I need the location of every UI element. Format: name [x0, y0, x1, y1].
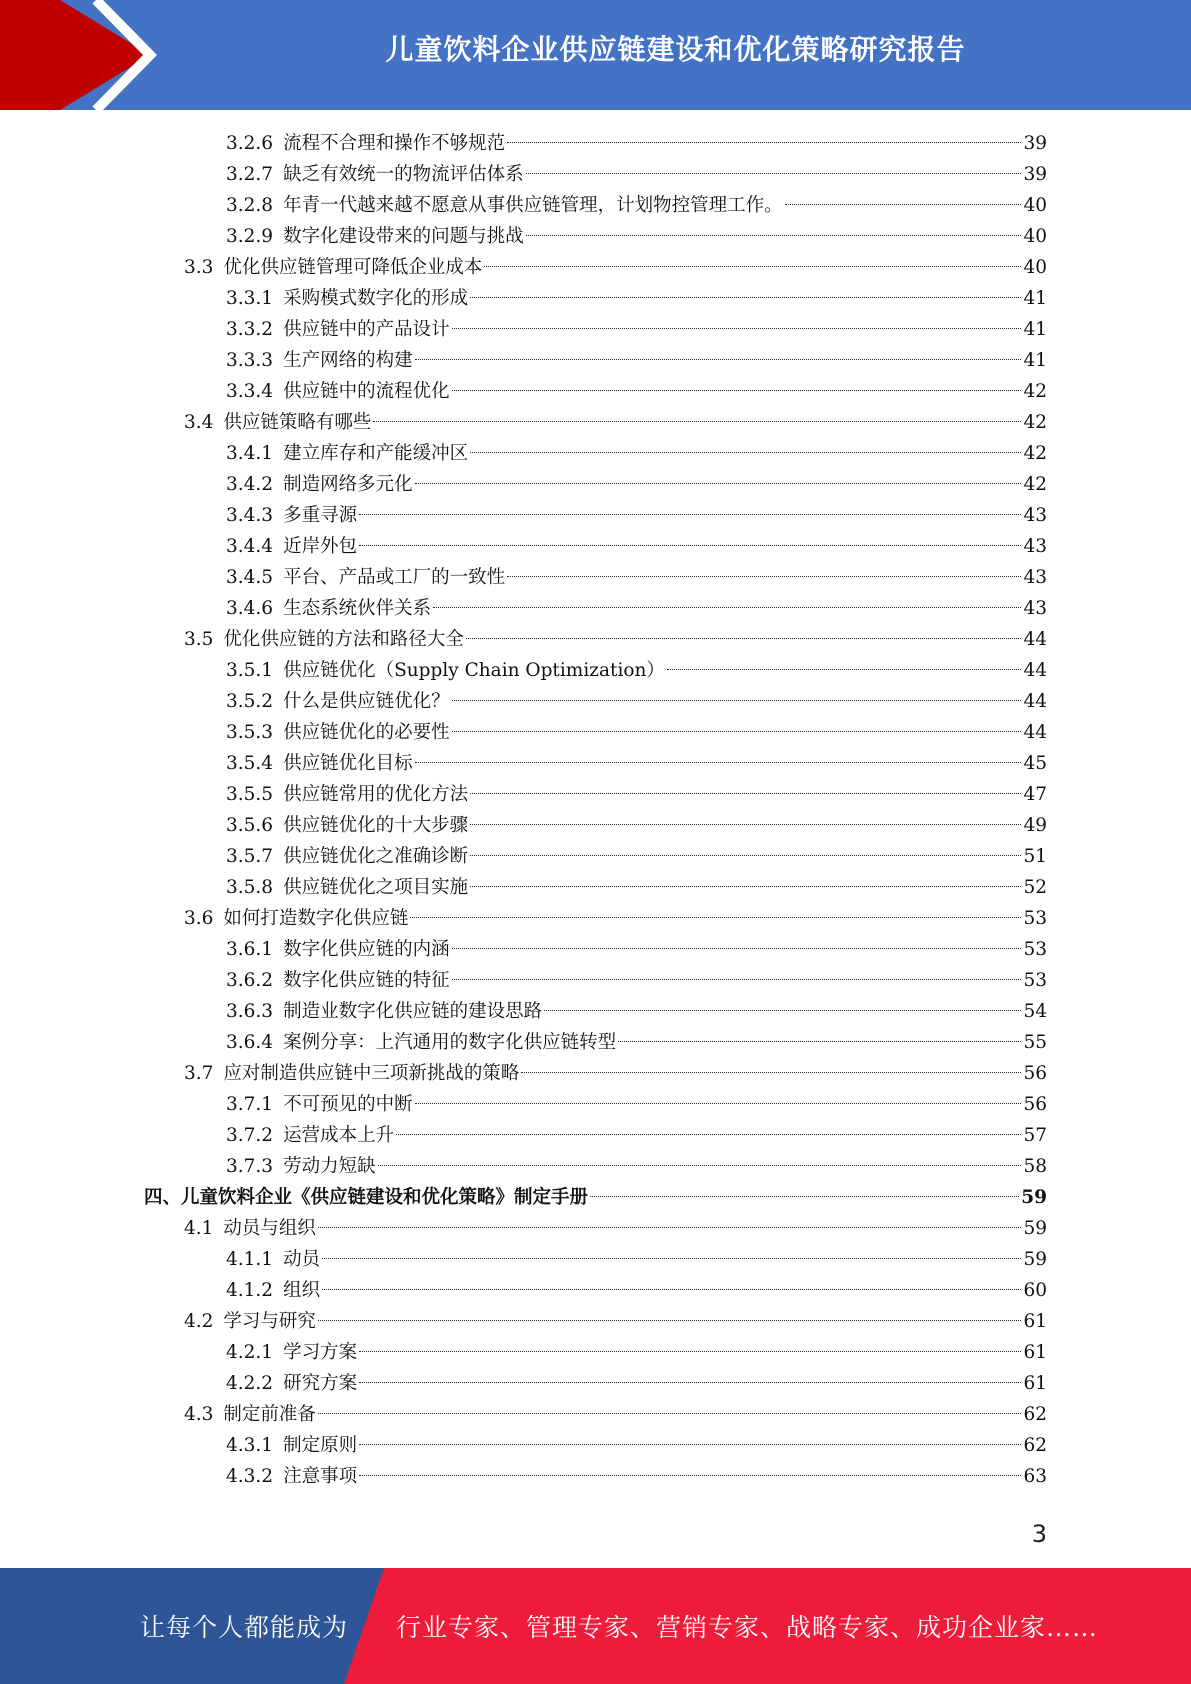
toc-entry[interactable]: [184, 1399, 1047, 1430]
toc-dot-leader: [318, 1320, 1022, 1321]
toc-dot-leader: [373, 421, 1021, 422]
toc-entry-title: 如何打造数字化供应链: [223, 908, 409, 929]
toc-entry[interactable]: [184, 1213, 1047, 1244]
footer-slogan-left: 让每个人都能成为: [140, 1613, 349, 1642]
toc-entry[interactable]: [226, 934, 1047, 965]
toc-entry-number: 4.3.1: [226, 1435, 274, 1456]
toc-entry[interactable]: [226, 686, 1047, 717]
toc-entry[interactable]: [226, 190, 1047, 221]
toc-entry-page: 44: [1023, 629, 1047, 650]
toc-entry[interactable]: [226, 159, 1047, 190]
toc-entry-page: 44: [1023, 691, 1047, 712]
toc-entry[interactable]: [226, 996, 1047, 1027]
toc-entry-title: 不可预见的中断: [283, 1094, 413, 1115]
toc-entry-page: 43: [1023, 505, 1047, 526]
toc-entry-page: 56: [1023, 1063, 1047, 1084]
toc-entry-number: 3.6.1: [226, 939, 274, 960]
toc-entry-title: 制定前准备: [223, 1404, 316, 1425]
toc-dot-leader: [359, 1351, 1021, 1352]
toc-dot-leader: [544, 1010, 1021, 1011]
toc-entry-title: 供应链优化的必要性: [283, 722, 450, 743]
toc-dot-leader: [359, 545, 1021, 546]
toc-entry-number: 3.2.7: [226, 164, 274, 185]
toc-entry[interactable]: [226, 655, 1047, 686]
toc-entry-page: 58: [1023, 1156, 1047, 1177]
toc-entry-title: 平台、产品或工厂的一致性: [283, 567, 506, 588]
toc-entry-page: 49: [1023, 815, 1047, 836]
toc-entry-page: 41: [1023, 350, 1047, 371]
header-arrow-decoration: [0, 0, 180, 110]
toc-entry-title: 供应链策略有哪些: [223, 412, 372, 433]
toc-entry-number: 3.2.6: [226, 133, 274, 154]
toc-entry-title: 学习方案: [283, 1342, 358, 1363]
toc-entry-page: 61: [1023, 1342, 1047, 1363]
toc-entry-title: 采购模式数字化的形成: [283, 288, 469, 309]
toc-dot-leader: [526, 173, 1022, 174]
toc-entry-page: 52: [1023, 877, 1047, 898]
toc-entry[interactable]: [226, 965, 1047, 996]
toc-entry-number: 3.5.4: [226, 753, 274, 774]
page-header: [0, 0, 1191, 110]
toc-dot-leader: [318, 1413, 1022, 1414]
toc-entry-number: 3.2.9: [226, 226, 274, 247]
toc-dot-leader: [415, 483, 1022, 484]
toc-entry-number: 3.4.2: [226, 474, 274, 495]
toc-entry-page: 61: [1023, 1373, 1047, 1394]
toc-entry[interactable]: [226, 1337, 1047, 1368]
toc-entry-number: 4.2.2: [226, 1373, 274, 1394]
toc-entry[interactable]: [226, 314, 1047, 345]
toc-entry-page: 55: [1023, 1032, 1047, 1053]
toc-entry-number: 3.3.1: [226, 288, 274, 309]
toc-entry-title: 优化供应链的方法和路径大全: [223, 629, 464, 650]
toc-dot-leader: [470, 824, 1021, 825]
toc-entry-number: 3.3.3: [226, 350, 274, 371]
toc-entry-page: 53: [1023, 970, 1047, 991]
toc-entry-page: 57: [1023, 1125, 1047, 1146]
toc-entry[interactable]: [226, 221, 1047, 252]
toc-entry-number: 4.3.2: [226, 1466, 274, 1487]
toc-entry-number: 3.5.6: [226, 815, 274, 836]
toc-entry-number: 3.7.3: [226, 1156, 274, 1177]
toc-dot-leader: [452, 700, 1022, 701]
toc-dot-leader: [415, 1103, 1022, 1104]
toc-dot-leader: [507, 142, 1021, 143]
toc-dot-leader: [785, 204, 1022, 205]
toc-entry-page: 44: [1023, 722, 1047, 743]
toc-dot-leader: [318, 1227, 1022, 1228]
toc-dot-leader: [415, 359, 1022, 360]
toc-entry[interactable]: [226, 345, 1047, 376]
page-footer: [0, 1568, 1191, 1684]
toc-entry[interactable]: [226, 841, 1047, 872]
toc-dot-leader: [359, 1475, 1021, 1476]
toc-dot-leader: [470, 297, 1021, 298]
toc-entry-title: 流程不合理和操作不够规范: [283, 133, 506, 154]
toc-dot-leader: [415, 762, 1022, 763]
footer-slogan-right: 行业专家、管理专家、营销专家、战略专家、成功企业家……: [396, 1613, 1099, 1642]
toc-entry-number: 3.6.2: [226, 970, 274, 991]
toc-entry-number: 3.5.8: [226, 877, 274, 898]
toc-dot-leader: [396, 1134, 1021, 1135]
toc-dot-leader: [667, 669, 1022, 670]
toc-dot-leader: [590, 1196, 1019, 1197]
toc-entry[interactable]: [226, 810, 1047, 841]
toc-entry[interactable]: [226, 469, 1047, 500]
toc-entry-number: 3.5.3: [226, 722, 274, 743]
toc-entry-number: 4.1.1: [226, 1249, 274, 1270]
toc-entry-number: 3.5: [184, 629, 214, 650]
toc-dot-leader: [452, 328, 1022, 329]
toc-entry[interactable]: [226, 531, 1047, 562]
toc-dot-leader: [470, 452, 1021, 453]
toc-dot-leader: [521, 1072, 1021, 1073]
toc-entry-title: 近岸外包: [283, 536, 358, 557]
toc-dot-leader: [452, 948, 1022, 949]
toc-entry[interactable]: [226, 500, 1047, 531]
toc-entry[interactable]: [226, 748, 1047, 779]
toc-entry-page: 39: [1023, 164, 1047, 185]
toc-entry-number: 3.2.8: [226, 195, 274, 216]
toc-dot-leader: [452, 979, 1022, 980]
toc-entry-page: 61: [1023, 1311, 1047, 1332]
toc-entry-title: 应对制造供应链中三项新挑战的策略: [223, 1063, 520, 1084]
toc-dot-leader: [470, 855, 1021, 856]
toc-dot-leader: [484, 266, 1021, 267]
toc-entry[interactable]: [184, 1306, 1047, 1337]
toc-entry-title: 建立库存和产能缓冲区: [283, 443, 469, 464]
toc-dot-leader: [507, 576, 1021, 577]
toc-entry[interactable]: [144, 1182, 1047, 1213]
toc-entry-title: 供应链中的产品设计: [283, 319, 450, 340]
toc-entry-page: 53: [1023, 939, 1047, 960]
toc-dot-leader: [322, 1258, 1021, 1259]
toc-entry[interactable]: [226, 1089, 1047, 1120]
toc-entry-number: 4.1.2: [226, 1280, 274, 1301]
toc-dot-leader: [410, 917, 1021, 918]
toc-entry-page: 42: [1023, 412, 1047, 433]
toc-entry-title: 多重寻源: [283, 505, 358, 526]
toc-entry-number: 3.6: [184, 908, 214, 929]
toc-entry[interactable]: [226, 717, 1047, 748]
toc-entry[interactable]: [226, 1275, 1047, 1306]
toc-entry-number: 3.6.4: [226, 1032, 274, 1053]
toc-entry-page: 60: [1023, 1280, 1047, 1301]
toc-entry[interactable]: [184, 903, 1047, 934]
toc-entry-page: 40: [1023, 226, 1047, 247]
toc-entry-title: 供应链优化目标: [283, 753, 413, 774]
toc-entry-title: 缺乏有效统一的物流评估体系: [283, 164, 524, 185]
toc-entry[interactable]: [226, 593, 1047, 624]
toc-entry-number: 3.4: [184, 412, 214, 433]
toc-entry[interactable]: [226, 872, 1047, 903]
toc-dot-leader: [470, 793, 1021, 794]
toc-entry-number: 4.1: [184, 1218, 214, 1239]
toc-entry-number: 4.2: [184, 1311, 214, 1332]
toc-entry-page: 41: [1023, 288, 1047, 309]
toc-entry-number: 4.3: [184, 1404, 214, 1425]
toc-entry-page: 51: [1023, 846, 1047, 867]
toc-entry-title: 运营成本上升: [283, 1125, 395, 1146]
toc-entry-number: 3.3.4: [226, 381, 274, 402]
toc-entry-title: 生态系统伙伴关系: [283, 598, 432, 619]
toc-entry-page: 56: [1023, 1094, 1047, 1115]
toc-dot-leader: [378, 1165, 1022, 1166]
toc-entry-title: 制造业数字化供应链的建设思路: [283, 1001, 543, 1022]
toc-dot-leader: [322, 1289, 1021, 1290]
toc-entry-page: 47: [1023, 784, 1047, 805]
toc-dot-leader: [359, 1444, 1021, 1445]
toc-dot-leader: [466, 638, 1022, 639]
toc-entry[interactable]: [226, 1151, 1047, 1182]
toc-entry-page: 62: [1023, 1435, 1047, 1456]
toc-dot-leader: [433, 607, 1021, 608]
toc-entry-number: 3.5.5: [226, 784, 274, 805]
toc-dot-leader: [359, 514, 1021, 515]
toc-entry-title: 供应链优化之准确诊断: [283, 846, 469, 867]
toc-entry[interactable]: [226, 438, 1047, 469]
toc-entry-number: 3.4.6: [226, 598, 274, 619]
toc-entry-number: 3.4.4: [226, 536, 274, 557]
toc-entry-title: 供应链中的流程优化: [283, 381, 450, 402]
toc-entry[interactable]: [226, 779, 1047, 810]
toc-entry-page: 62: [1023, 1404, 1047, 1425]
toc-entry-title: 动员: [283, 1249, 321, 1270]
toc-entry[interactable]: [184, 1058, 1047, 1089]
toc-entry-title: 年青一代越来越不愿意从事供应链管理，计划物控管理工作。: [283, 195, 783, 216]
toc-dot-leader: [452, 731, 1022, 732]
page-number: 3: [1031, 1520, 1047, 1548]
toc-entry-title: 案例分享：上汽通用的数字化供应链转型: [283, 1032, 617, 1053]
toc-entry-page: 42: [1023, 381, 1047, 402]
toc-entry-number: 四、: [144, 1187, 182, 1208]
toc-entry-page: 59: [1023, 1249, 1047, 1270]
toc-entry-title: 数字化建设带来的问题与挑战: [283, 226, 524, 247]
toc-entry-page: 44: [1023, 660, 1047, 681]
toc-entry-page: 59: [1021, 1187, 1047, 1208]
toc-entry[interactable]: [226, 1120, 1047, 1151]
toc-entry[interactable]: [226, 128, 1047, 159]
document-title: 儿童饮料企业供应链建设和优化策略研究报告: [385, 33, 966, 66]
toc-entry-number: 3.4.1: [226, 443, 274, 464]
toc-entry-number: 3.7.2: [226, 1125, 274, 1146]
toc-entry-page: 53: [1023, 908, 1047, 929]
toc-entry-number: 3.6.3: [226, 1001, 274, 1022]
toc-entry-page: 41: [1023, 319, 1047, 340]
toc-entry-number: 3.3: [184, 257, 214, 278]
toc-entry-title: 供应链优化之项目实施: [283, 877, 469, 898]
toc-entry-number: 3.5.2: [226, 691, 274, 712]
toc-entry-title: 供应链优化的十大步骤: [283, 815, 469, 836]
toc-entry-title: 研究方案: [283, 1373, 358, 1394]
toc-entry-number: 3.4.5: [226, 567, 274, 588]
toc-entry-page: 43: [1023, 536, 1047, 557]
toc-entry-page: 43: [1023, 567, 1047, 588]
toc-entry-number: 3.4.3: [226, 505, 274, 526]
toc-entry-page: 42: [1023, 443, 1047, 464]
toc-entry-page: 42: [1023, 474, 1047, 495]
toc-entry[interactable]: [226, 376, 1047, 407]
toc-entry-number: 3.5.1: [226, 660, 274, 681]
toc-entry-number: 3.5.7: [226, 846, 274, 867]
toc-dot-leader: [470, 886, 1021, 887]
toc-entry-title: 什么是供应链优化？: [283, 691, 450, 712]
toc-entry-title: 制定原则: [283, 1435, 358, 1456]
toc-dot-leader: [359, 1382, 1021, 1383]
toc-entry-page: 40: [1023, 195, 1047, 216]
toc-entry-title: 生产网络的构建: [283, 350, 413, 371]
toc-entry-number: 3.3.2: [226, 319, 274, 340]
toc-entry-page: 43: [1023, 598, 1047, 619]
toc-entry-number: 3.7.1: [226, 1094, 274, 1115]
toc-entry[interactable]: [226, 283, 1047, 314]
toc-entry[interactable]: [226, 1461, 1047, 1492]
toc-entry[interactable]: [226, 1027, 1047, 1058]
toc-entry-page: 63: [1023, 1466, 1047, 1487]
toc-entry-title: 制造网络多元化: [283, 474, 413, 495]
toc-entry[interactable]: [226, 1244, 1047, 1275]
toc-entry-title: 动员与组织: [223, 1218, 316, 1239]
toc-entry-title: 供应链常用的优化方法: [283, 784, 469, 805]
toc-entry-number: 3.7: [184, 1063, 214, 1084]
toc-entry-page: 40: [1023, 257, 1047, 278]
toc-entry-title: 劳动力短缺: [283, 1156, 376, 1177]
toc-entry-title: 学习与研究: [223, 1311, 316, 1332]
toc-entry-page: 45: [1023, 753, 1047, 774]
toc-entry-title: 注意事项: [283, 1466, 358, 1487]
toc-entry[interactable]: [226, 1430, 1047, 1461]
toc-entry-page: 59: [1023, 1218, 1047, 1239]
toc-dot-leader: [618, 1041, 1021, 1042]
toc-entry-title: 供应链优化（Supply Chain Optimization）: [283, 660, 665, 681]
toc-entry-page: 39: [1023, 133, 1047, 154]
toc-dot-leader: [526, 235, 1022, 236]
toc-entry-page: 54: [1023, 1001, 1047, 1022]
toc-entry-title: 数字化供应链的内涵: [283, 939, 450, 960]
toc-dot-leader: [452, 390, 1022, 391]
toc-entry-title: 优化供应链管理可降低企业成本: [223, 257, 483, 278]
toc-entry-title: 数字化供应链的特征: [283, 970, 450, 991]
toc-entry[interactable]: [184, 624, 1047, 655]
toc-entry[interactable]: [184, 252, 1047, 283]
toc-entry[interactable]: [184, 407, 1047, 438]
toc-entry-title: 儿童饮料企业《供应链建设和优化策略》制定手册: [181, 1187, 589, 1208]
toc-entry-title: 组织: [283, 1280, 321, 1301]
toc-entry[interactable]: [226, 562, 1047, 593]
toc-entry-number: 4.2.1: [226, 1342, 274, 1363]
toc-entry[interactable]: [226, 1368, 1047, 1399]
